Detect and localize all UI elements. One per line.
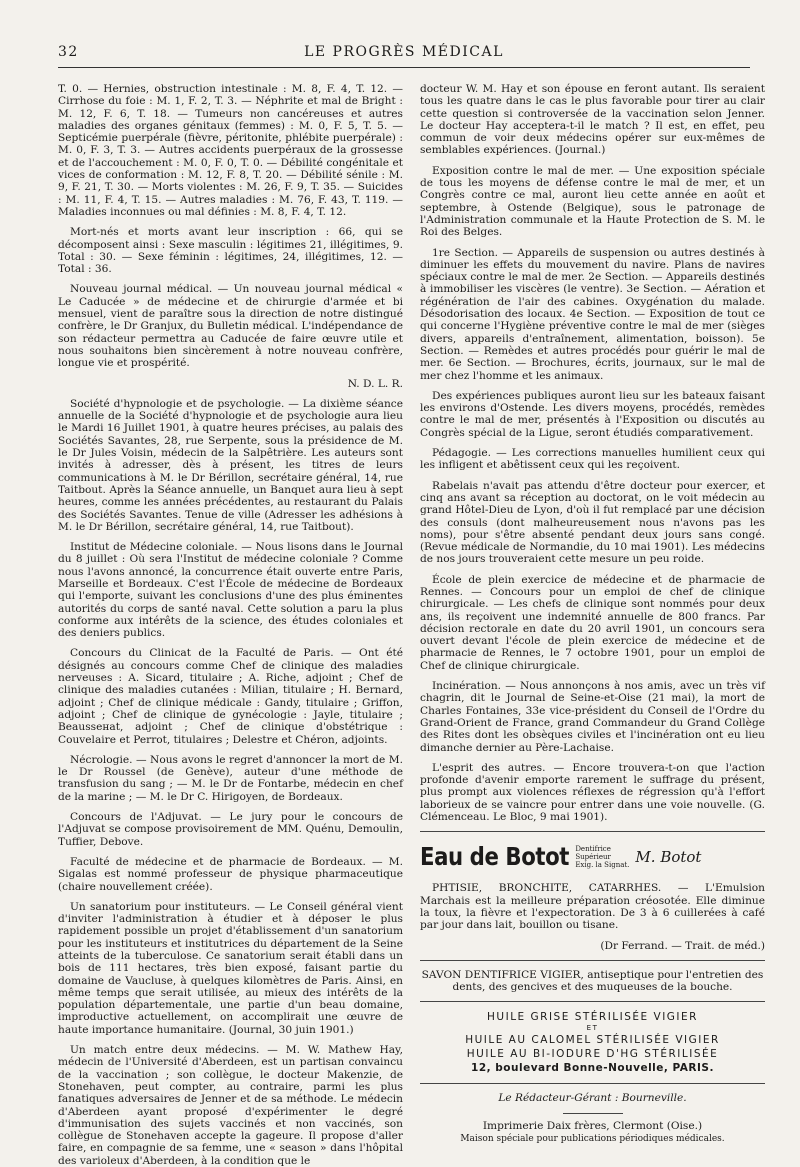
ad-rule-1 <box>420 960 765 961</box>
page-header <box>58 44 750 66</box>
caducee-article: Nouveau journal médical. — Un nouveau journal médical « Le Caducée » de médecine et de chirurgie d'armée et bi mensuel, vient de paraître sous la direction de notre distingué confrère, le Dr Granjux, du Bulletin médical. L'indépendance de son rédacteur permettra au Caducée de faire œuvre utile et nous souhaitons bien sincèrement à notre nouveau confrère, longue vie et prospérité. <box>58 283 403 370</box>
printer-specialty: Maison spéciale pour publications périodiques médicales. <box>460 1134 725 1144</box>
left-column <box>58 83 403 1167</box>
footer-rule <box>420 1083 765 1084</box>
incineration-note: Incinération. — Nous annonçons à nos amis, avec un très vif chagrin, dit le Journal de Seine-et-Oise (21 mai), la mort de Charles Fontaines, 33e vice-président du Conseil de l'Ordre du Grand-Orient de France, grand Commandeur du Grand Collège des Rites dont les obsèques civiles et l'incinération ont eu lieu dimanche dernier au Père-Lachaise. <box>420 680 765 754</box>
editor-signature: N. D. L. R. <box>347 377 403 390</box>
match-continuation: docteur W. M. Hay et son épouse en feront autant. Ils seraient tous les quatre dans le cas le plus favorable pour tirer au clair cette question si controversée de la vaccination selon Jenner. Le docteur Hay acceptera-t-il le match ? Il est, en effet, peu commun de voir deux médecins opérer sur eux-mêmes de semblables expériences. (Journal.) <box>420 83 765 157</box>
exposition-sections: 1re Section. — Appareils de suspension ou autres destinés à diminuer les effets du mouvement du navire. Plans de navires spéciaux contre le mal de mer. 2e Section. — Appareils destinés à immobiliser les viscères (le ventre). 3e Section. — Aération et régénération de l'air des cabines. Oxygénation du malade. Désodorisation des locaux. 4e Section. — Exposition de tout ce qui concerne l'Hygiène préventive contre le mal de mer (sièges divers, appareils d'entraînement, alimentation, boisson). 5e Section. — Remèdes et autres procédés pour guérir le mal de mer. 6e Section. — Brochures, écrits, journaux, sur le mal de mer chez l'homme et les animaux. <box>420 246 765 382</box>
botot-signature: M. Botot <box>635 848 702 867</box>
redacteur-gerant: Le Rédacteur-Gérant : Bourneville. <box>498 1092 687 1105</box>
clinicat-article: Concours du Clinicat de la Faculté de Paris. — Ont été désignés au concours comme Chef de clinique des maladies nerveuses : A. Sicard, titulaire ; A. Riche, adjoint ; Chef de clinique des maladies cutanées : Milian, titulaire ; H. Bernard, adjoint ; Chef de clinique médicale : Gandy, titulaire ; Griffon, adjoint ; Chef de clinique de gynécologie : Jayle, titulaire ; Beausseнat, adjoint ; Chef de clinique d'obstétrique : Couvelaire et Perrot, titulaires ; Delestre et Chéron, adjoints. <box>58 647 403 746</box>
necrology-article: Nécrologie. — Nous avons le regret d'annoncer la mort de M. le Dr Roussel (de Genève), auteur d'une méthode de transfusion du sang ; — M. le Dr de Fontarbe, médecin en chef de la marine ; — M. le Dr C. Hirigoyen, de Bordeaux. <box>58 753 403 803</box>
savon-vigier-ad: SAVON DENTIFRICE VIGIER, antiseptique pour l'entretien des dents, des gencives et des muqueuses de la bouche. <box>421 968 764 994</box>
adjuvat-article: Concours de l'Adjuvat. — Le jury pour le concours de l'Adjuvat se compose provisoirement de MM. Quénu, Demoulin, Tuffier, Debove. <box>58 811 403 848</box>
ad-rule-2 <box>420 1001 765 1002</box>
seasickness-exposition: Exposition contre le mal de mer. — Une exposition spéciale de tous les moyens de défense contre le mal de mer, et un Congrès contre ce mal, auront lieu cette année en août et septembre, à Ostende (Belgique), sous le patronage de l'Administration communale et la Haute Protection de S. M. le Roi des Belges. <box>420 164 765 239</box>
colonial-institute-article: Institut de Médecine coloniale. — Nous lisons dans le Journal du 8 juillet : Où sera l'Institut de médecine coloniale ? Comme nous l'avons annoncé, la concurrence était ouverte entre Paris, Marseille et Bordeaux. C'est l'École de médecine de Bordeaux qui l'emporte, suivant les conclusions d'une des plus éminentes autorités du corps de santé naval. Cette solution a paru la plus conforme aux intérêts de la science, des études coloniales et des deniers publics. <box>58 541 403 640</box>
rabelais-note: Rabelais n'avait pas attendu d'être docteur pour exercer, et cinq ans avant sa réception au doctorat, on le voit médecin au grand Hôtel-Dieu de Lyon, d'où il fut remplacé par une décision des consuls (dont malheureusement nous n'avons pas les noms), pour s'être absenté pendant deux jours sans congé. (Revue médicale de Normandie, du 10 mai 1901). Les médecins de nos jours trouveraient cette mesure un peu roide. <box>420 479 765 566</box>
botot-brand: Eau de Botot <box>420 842 570 872</box>
rennes-concours: École de plein exercice de médecine et de pharmacie de Rennes. — Concours pour un emploi de chef de clinique chirurgicale. — Les chefs de clinique sont nommés pour deux ans, ils reçoivent une indemnité annuelle de 800 francs. Par décision rectorale en date du 20 avril 1901, un concours sera ouvert devant l'école de plein exercice de médecine et de pharmacie de Rennes, le 7 octobre 1901, pour un emploi de Chef de clinique chirurgicale. <box>420 573 765 672</box>
pedagogy-note: Pédagogie. — Les corrections manuelles humilient ceux qui les infligent et abêtissent ceux qui les reçoivent. <box>420 447 765 472</box>
hypnology-article: Société d'hypnologie et de psychologie. — La dixième séance annuelle de la Société d'hypnologie et de psychologie aura lieu le Mardi 16 Juillet 1901, à quatre heures précises, au palais des Sociétés Savantes, 28, rue Serpente, sous la présidence de M. le Dr Jules Voisin, médecin de la Salpêtrière. Les auteurs sont invités à adresser, dès à présent, les titres de leurs communications à M. le Dr Bérillon, secrétaire général, 14, rue Taitbout. Après la Séance annuelle, un Banquet aura lieu à sept heures, comme les années précédentes, au restaurant du Palais des Sociétés Savantes. Tenue de ville (Adresser les adhésions à M. le Dr Bérillon, secrétaire général, 14, rue Taitbout). <box>58 397 403 533</box>
ads-divider <box>420 831 765 832</box>
esprit-des-autres: L'esprit des autres. — Encore trouvera-t-on que l'action profonde d'avenir emporte rarement le suffrage du présent, plus prompt aux violences réflexes de régression qu'à l'effort laborieux de se vaincre pour entrer dans une voie nouvelle. (G. Clémenceau. Le Bloc, 9 mai 1901). <box>420 761 765 824</box>
phtisie-ad-source: (Dr Ferrand. — Trait. de méd.) <box>600 939 765 952</box>
botot-small-print: Dentifrice Supérieur Exig. la Signat. <box>575 845 630 870</box>
bordeaux-faculty-article: Faculté de médecine et de pharmacie de Bordeaux. — M. Sigalas est nommé professeur de physique pharmaceutique (chaire nouvellement créée). <box>58 855 403 893</box>
sanatorium-article: Un sanatorium pour instituteurs. — Le Conseil général vient d'inviter l'administration à étudier et à déposer le plus rapidement possible un projet d'établissement d'un sanatorium pour les instituteurs et institutrices du département de la Seine atteints de la tuberculose. Ce sanatorium serait établi dans un bois de 111 hectares, très bien exposé, faisant partie du domaine de Vaucluse, à quelques kilomètres de Paris. Ainsi, en même temps que serait utilisée, au mieux des intérêts de la population départementale, une partie d'un beau domaine, improductive actuellement, on accomplirait une œuvre de haute importance humanitaire. (Journal, 30 juin 1901.) <box>58 900 403 1036</box>
footer-short-rule <box>563 1113 623 1114</box>
public-experiments: Des expériences publiques auront lieu sur les bateaux faisant les environs d'Ostende. Les divers moyens, procédés, remèdes contre le mal de mer, présentés à l'Exposition ou discutés au Congrès spécial de la Ligue, seront étudiés comparativement. <box>420 389 765 439</box>
mortality-stats: T. 0. — Hernies, obstruction intestinale : M. 8, F. 4, T. 12. — Cirrhose du foie : M. 1, F. 2, T. 3. — Néphrite et mal de Bright : M. 12, F. 6, T. 18. — Tumeurs non cancéreuses et autres maladies des organes génitaux (femmes) : M. 0, F. 5, T. 5. — Septicémie puerpérale (fièvre, péritonite, phlébite puerpérale) : M. 0, F. 3, T. 3. — Autres accidents puerpéraux de la grossesse et de l'accouchement : M. 0, F. 0, T. 0. — Débilité congénitale et vices de conformation : M. 12, F. 8, T. 20. — Débilité sénile : M. 9, F. 21, T. 30. — Morts violentes : M. 26, F. 9, T. 35. — Suicides : M. 11, F. 4, T. 15. — Autres maladies : M. 76, F. 43, T. 119. — Maladies inconnues ou mal définies : M. 8, F. 4, T. 12. <box>58 83 403 218</box>
phtisie-ad: PHTISIE, BRONCHITE, CATARRHES. — L'Emulsion Marchais est la meilleure préparation créosotée. Elle diminue la toux, la fièvre et l'expectoration. De 3 à 6 cuillerées à café par jour dans lait, bouillon ou tisane. <box>420 882 765 932</box>
journal-title: LE PROGRÈS MÉDICAL <box>304 44 504 60</box>
doctors-match-article: Un match entre deux médecins. — M. W. Mathew Hay, médecin de l'Université d'Aberdeen, est un partisan convaincu de la vaccination ; son collègue, le docteur Makenzie, de Stonehaven, peut compter, au contraire, parmi les plus fanatiques adversaires de Jenner et de sa méthode. Le médecin d'Aberdeen ayant proposé d'expérimenter le degré d'immunisation des sujets vaccinés et non vaccinés, son collègue de Stonehaven accepte la gageure. Il propose d'aller faire, en compagnie de sa femme, une « season » dans l'hôpital des varioleux d'Aberdeen, à la condition que le <box>58 1044 403 1167</box>
right-column <box>420 83 765 1144</box>
stillbirths-paragraph: Mort-nés et morts avant leur inscription : 66, qui se décomposent ainsi : Sexe masculin : légitimes 21, illégitimes, 9. Total : 30. — Sexe féminin : légitimes, 24, illégitimes, 12. — Total : 36. <box>58 226 403 276</box>
eau-de-botot-ad <box>420 840 765 874</box>
page-number: 32 <box>58 44 79 60</box>
vigier-oil-ad: HUILE GRISE STÉRILISÉE VIGIER ET HUILE AU CALOMEL STÉRILISÉE VIGIER HUILE AU BI-IODURE D'HG STÉRILISÉE 12, boulevard Bonne-Nouvelle, PARIS. <box>465 1011 720 1075</box>
header-rule <box>58 67 750 68</box>
printer-name: Imprimerie Daix frères, Clermont (Oise.) <box>482 1119 703 1132</box>
